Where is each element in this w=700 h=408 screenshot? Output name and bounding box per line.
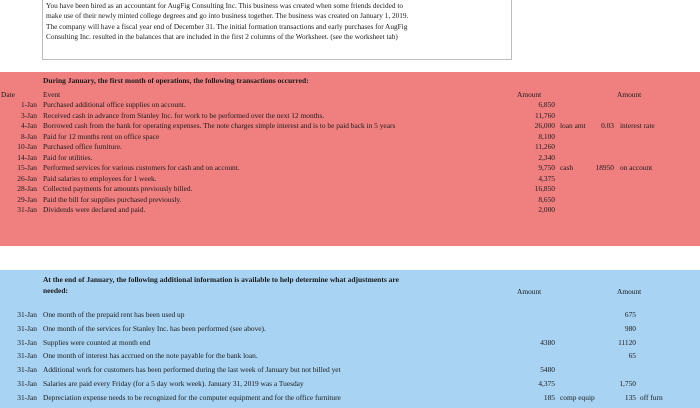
row-event: Paid salaries to employees for 1 week. [43, 173, 157, 183]
row-amount2: 980 [624, 323, 636, 333]
row-amount: 9,750 [538, 163, 555, 172]
row-amount: 6,850 [538, 100, 555, 109]
table-row [0, 142, 700, 153]
intro-line: make use of their newly minted college degrees and go into business together. The business was created on January 1, 2019. [46, 11, 409, 21]
row-date: 10-Jan [17, 142, 37, 151]
row-event: Paid for utilities. [43, 152, 93, 162]
table-row [0, 132, 700, 143]
row-event: Supplies were counted at month end [43, 337, 151, 347]
table-row [0, 205, 700, 216]
row-date: 31-Jan [17, 323, 37, 333]
adjustments-heading-line1: At the end of January, the following additional information is available to help determine what adjustments are [43, 275, 399, 284]
row-amount: 4380 [540, 337, 555, 347]
row-amount2: 11120 [618, 337, 636, 347]
row-date: 1-Jan [20, 100, 37, 109]
row-amount: 4,375 [538, 379, 555, 388]
row-date: 3-Jan [20, 110, 37, 120]
table-row [0, 153, 700, 164]
date-column-header: Date [1, 90, 15, 99]
table-row [0, 100, 700, 111]
row-date: 14-Jan [17, 152, 37, 162]
row-event: Purchased additional office supplies on account. [43, 100, 186, 109]
row-event: Additional work for customers has been performed during the last week of January but not billed yet [43, 365, 341, 375]
row-event: One month of interest has accrued on the note payable for the bank loan. [43, 351, 258, 361]
row-amount: 11,760 [534, 110, 555, 120]
row-date: 15-Jan [17, 163, 37, 172]
row-amount2: 135 [624, 392, 636, 402]
intro-line: Consulting Inc. resulted in the balances that are included in the first 2 columns of the Worksheet. (see the worksheet tab) [46, 31, 398, 41]
table-row [0, 310, 700, 321]
amount-column-header: Amount [517, 90, 542, 99]
row-note2: on account [620, 163, 653, 172]
table-row [0, 163, 700, 174]
row-amount: 8,650 [538, 194, 555, 204]
row-amount: 2,000 [538, 205, 555, 214]
row-amount2: 675 [624, 310, 636, 319]
row-event: One month of the prepaid rent has been used up [43, 310, 185, 319]
amount2-column-header: Amount [617, 287, 642, 296]
row-event: Dividends were declared and paid. [43, 205, 146, 214]
row-date: 4-Jan [20, 121, 37, 130]
row-amount: 2,340 [538, 152, 555, 162]
table-row [0, 324, 700, 335]
table-row [0, 174, 700, 185]
row-event: Paid for 12 months rent on office space [43, 131, 160, 141]
row-date: 8-Jan [20, 131, 37, 141]
transactions-heading: During January, the first month of operations, the following transactions occurred: [43, 76, 309, 85]
row-date: 31-Jan [17, 351, 37, 361]
table-row [0, 111, 700, 122]
row-amount: 26,000 [534, 121, 555, 130]
row-amount: 8,100 [538, 131, 555, 141]
row-date: 31-Jan [17, 337, 37, 347]
row-event: Borrowed cash from the bank for operating expenses. The note charges simple interest and is to be paid back in 5 years [43, 121, 396, 130]
row-date: 26-Jan [17, 173, 37, 183]
row-event: Received cash in advance from Stanley Inc. for work to be performed over the next 12 months. [43, 110, 325, 120]
event-column-header: Event [43, 90, 61, 99]
row-event: One month of the services for Stanley Inc. has been performed (see above). [43, 323, 266, 333]
amount-column-header: Amount [517, 287, 542, 296]
row-amount: 16,850 [534, 184, 555, 193]
row-event: Purchased office furniture. [43, 142, 122, 151]
row-event: Collected payments for amounts previously billed. [43, 184, 193, 193]
row-note: cash [560, 163, 574, 172]
row-amount2: 65 [628, 351, 636, 361]
row-date: 31-Jan [17, 310, 37, 319]
intro-line: The company will have a fiscal year end of December 31. The initial formation transactions and early purchases for AugFig [46, 21, 408, 31]
row-date: 31-Jan [17, 365, 37, 375]
row-amount2: 18950 [595, 163, 614, 172]
amount2-column-header: Amount [617, 90, 642, 99]
adjustments-heading-line2: needed: [43, 286, 68, 295]
table-row [0, 379, 700, 390]
row-note: loan amt [560, 121, 586, 130]
table-row [0, 195, 700, 206]
row-date: 29-Jan [17, 194, 37, 204]
row-amount: 185 [543, 392, 555, 402]
intro-line: You have been hired as an accountant for AugFig Consulting Inc. This business was created when some friends decided to [46, 1, 403, 10]
table-row [0, 365, 700, 376]
row-event: Performed services for various customers for cash and on account. [43, 163, 240, 172]
table-row [0, 351, 700, 362]
row-date: 31-Jan [17, 379, 37, 388]
row-date: 31-Jan [17, 205, 37, 214]
row-amount2: 1,750 [619, 379, 636, 388]
transactions-section [0, 72, 700, 246]
row-date: 31-Jan [17, 392, 37, 402]
row-amount: 4,375 [538, 173, 555, 183]
adjustments-section [0, 270, 700, 408]
row-amount2: 0.03 [601, 121, 614, 130]
row-date: 28-Jan [17, 184, 37, 193]
table-row [0, 393, 700, 404]
row-event: Salaries are paid every Friday (for a 5 day work week). January 31, 2019 was a Tuesday [43, 379, 304, 388]
table-row [0, 121, 700, 132]
table-row [0, 338, 700, 349]
table-row [0, 184, 700, 195]
row-note2: off furn [640, 392, 663, 402]
row-amount: 11,260 [534, 142, 555, 151]
row-event: Depreciation expense needs to be recognized for the computer equipment and for the office furniture [43, 392, 341, 402]
row-amount: 5480 [540, 365, 555, 375]
row-event: Paid the bill for supplies purchased previously. [43, 194, 182, 204]
row-note2: interest rate [620, 121, 655, 130]
row-note: comp equip [560, 392, 595, 402]
intro-text-box [42, 0, 512, 60]
